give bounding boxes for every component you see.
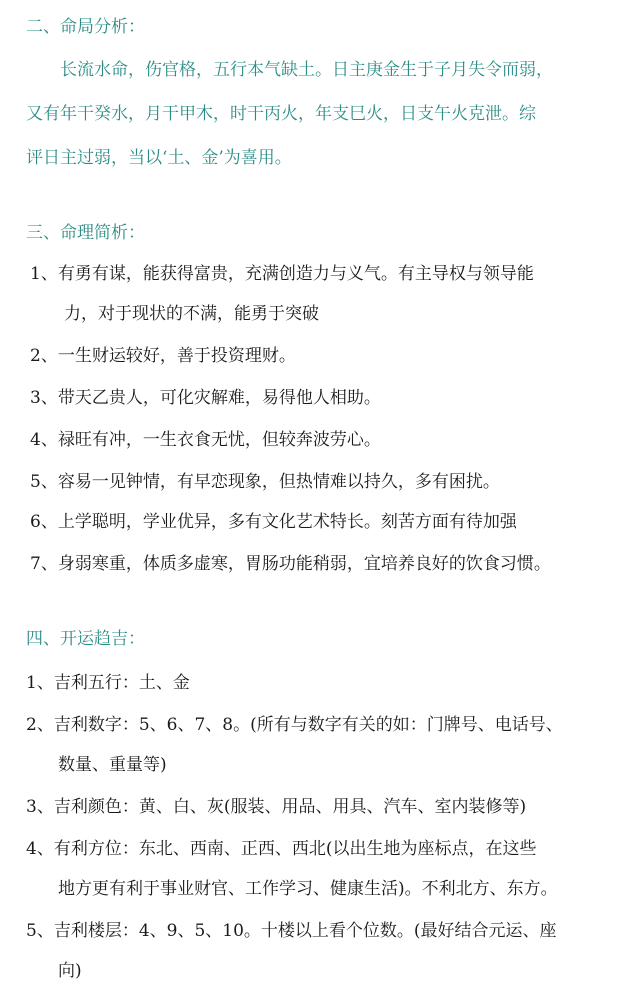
list-number: 7、 bbox=[30, 554, 58, 574]
list-number: 4、 bbox=[26, 839, 54, 859]
analysis-line: 又有年干癸水，月干甲木，时干丙火，年支巳火，日支午火克泄。综 bbox=[26, 104, 536, 124]
list-item bbox=[26, 662, 190, 704]
list-item bbox=[26, 704, 563, 746]
list-text: 带天乙贵人，可化灾解难，易得他人相助。 bbox=[57, 388, 381, 408]
analysis-line: 长流水命，伤官格，五行本气缺土。日主庚金生于子月失令而弱， bbox=[60, 60, 553, 80]
list-number: 1、 bbox=[30, 264, 58, 284]
list-continuation: 数量、重量等) bbox=[58, 755, 167, 775]
list-text: 禄旺有冲，一生衣食无忧，但较奔波劳心。 bbox=[57, 430, 381, 450]
list-text: 一生财运较好，善于投资理财。 bbox=[57, 346, 296, 366]
list-item bbox=[30, 253, 534, 295]
list-text: 有勇有谋，能获得富贵，充满创造力与义气。有主导权与领导能 bbox=[57, 264, 534, 284]
list-continuation: 力，对于现状的不满，能勇于突破 bbox=[64, 304, 319, 324]
list-number: 5、 bbox=[30, 472, 58, 492]
list-item bbox=[30, 543, 551, 585]
list-text: 吉利楼层：4、9、5、10。十楼以上看个位数。(最好结合元运、座 bbox=[53, 921, 557, 941]
list-number: 5、 bbox=[26, 921, 54, 941]
list-text: 有利方位：东北、西南、正西、西北(以出生地为座标点，在这些 bbox=[53, 839, 537, 859]
list-text: 吉利五行：土、金 bbox=[53, 673, 190, 693]
list-item bbox=[30, 461, 500, 503]
list-item bbox=[30, 419, 381, 461]
analysis-line: 评日主过弱，当以‘土、金’为喜用。 bbox=[26, 148, 292, 168]
list-text: 吉利颜色：黄、白、灰(服装、用品、用具、汽车、室内装修等) bbox=[53, 797, 527, 817]
list-text: 吉利数字：5、6、7、8。(所有与数字有关的如：门牌号、电话号、 bbox=[53, 715, 563, 735]
list-item bbox=[30, 377, 381, 419]
list-item bbox=[26, 828, 536, 870]
analysis-paragraph bbox=[26, 48, 594, 180]
list-text: 上学聪明，学业优异，多有文化艺术特长。刻苦方面有待加强 bbox=[57, 512, 517, 532]
list-continuation: 向) bbox=[58, 961, 82, 981]
list-text: 容易一见钟情，有早恋现象，但热情难以持久，多有困扰。 bbox=[57, 472, 500, 492]
list-item bbox=[26, 910, 557, 952]
list-number: 2、 bbox=[26, 715, 54, 735]
section-heading-fortune: 四、开运趋吉： bbox=[26, 629, 145, 649]
section-heading-brief: 三、命理简析： bbox=[26, 223, 145, 243]
list-item bbox=[30, 501, 517, 543]
section-heading-analysis: 二、命局分析： bbox=[26, 17, 145, 37]
list-item bbox=[26, 786, 526, 828]
list-number: 3、 bbox=[26, 797, 54, 817]
list-number: 3、 bbox=[30, 388, 58, 408]
list-number: 2、 bbox=[30, 346, 58, 366]
list-number: 4、 bbox=[30, 430, 58, 450]
list-text: 身弱寒重，体质多虚寒，胃肠功能稍弱，宜培养良好的饮食习惯。 bbox=[57, 554, 551, 574]
list-number: 1、 bbox=[26, 673, 54, 693]
list-item bbox=[30, 335, 296, 377]
list-number: 6、 bbox=[30, 512, 58, 532]
list-continuation: 地方更有利于事业财官、工作学习、健康生活)。不利北方、东方。 bbox=[58, 879, 558, 899]
